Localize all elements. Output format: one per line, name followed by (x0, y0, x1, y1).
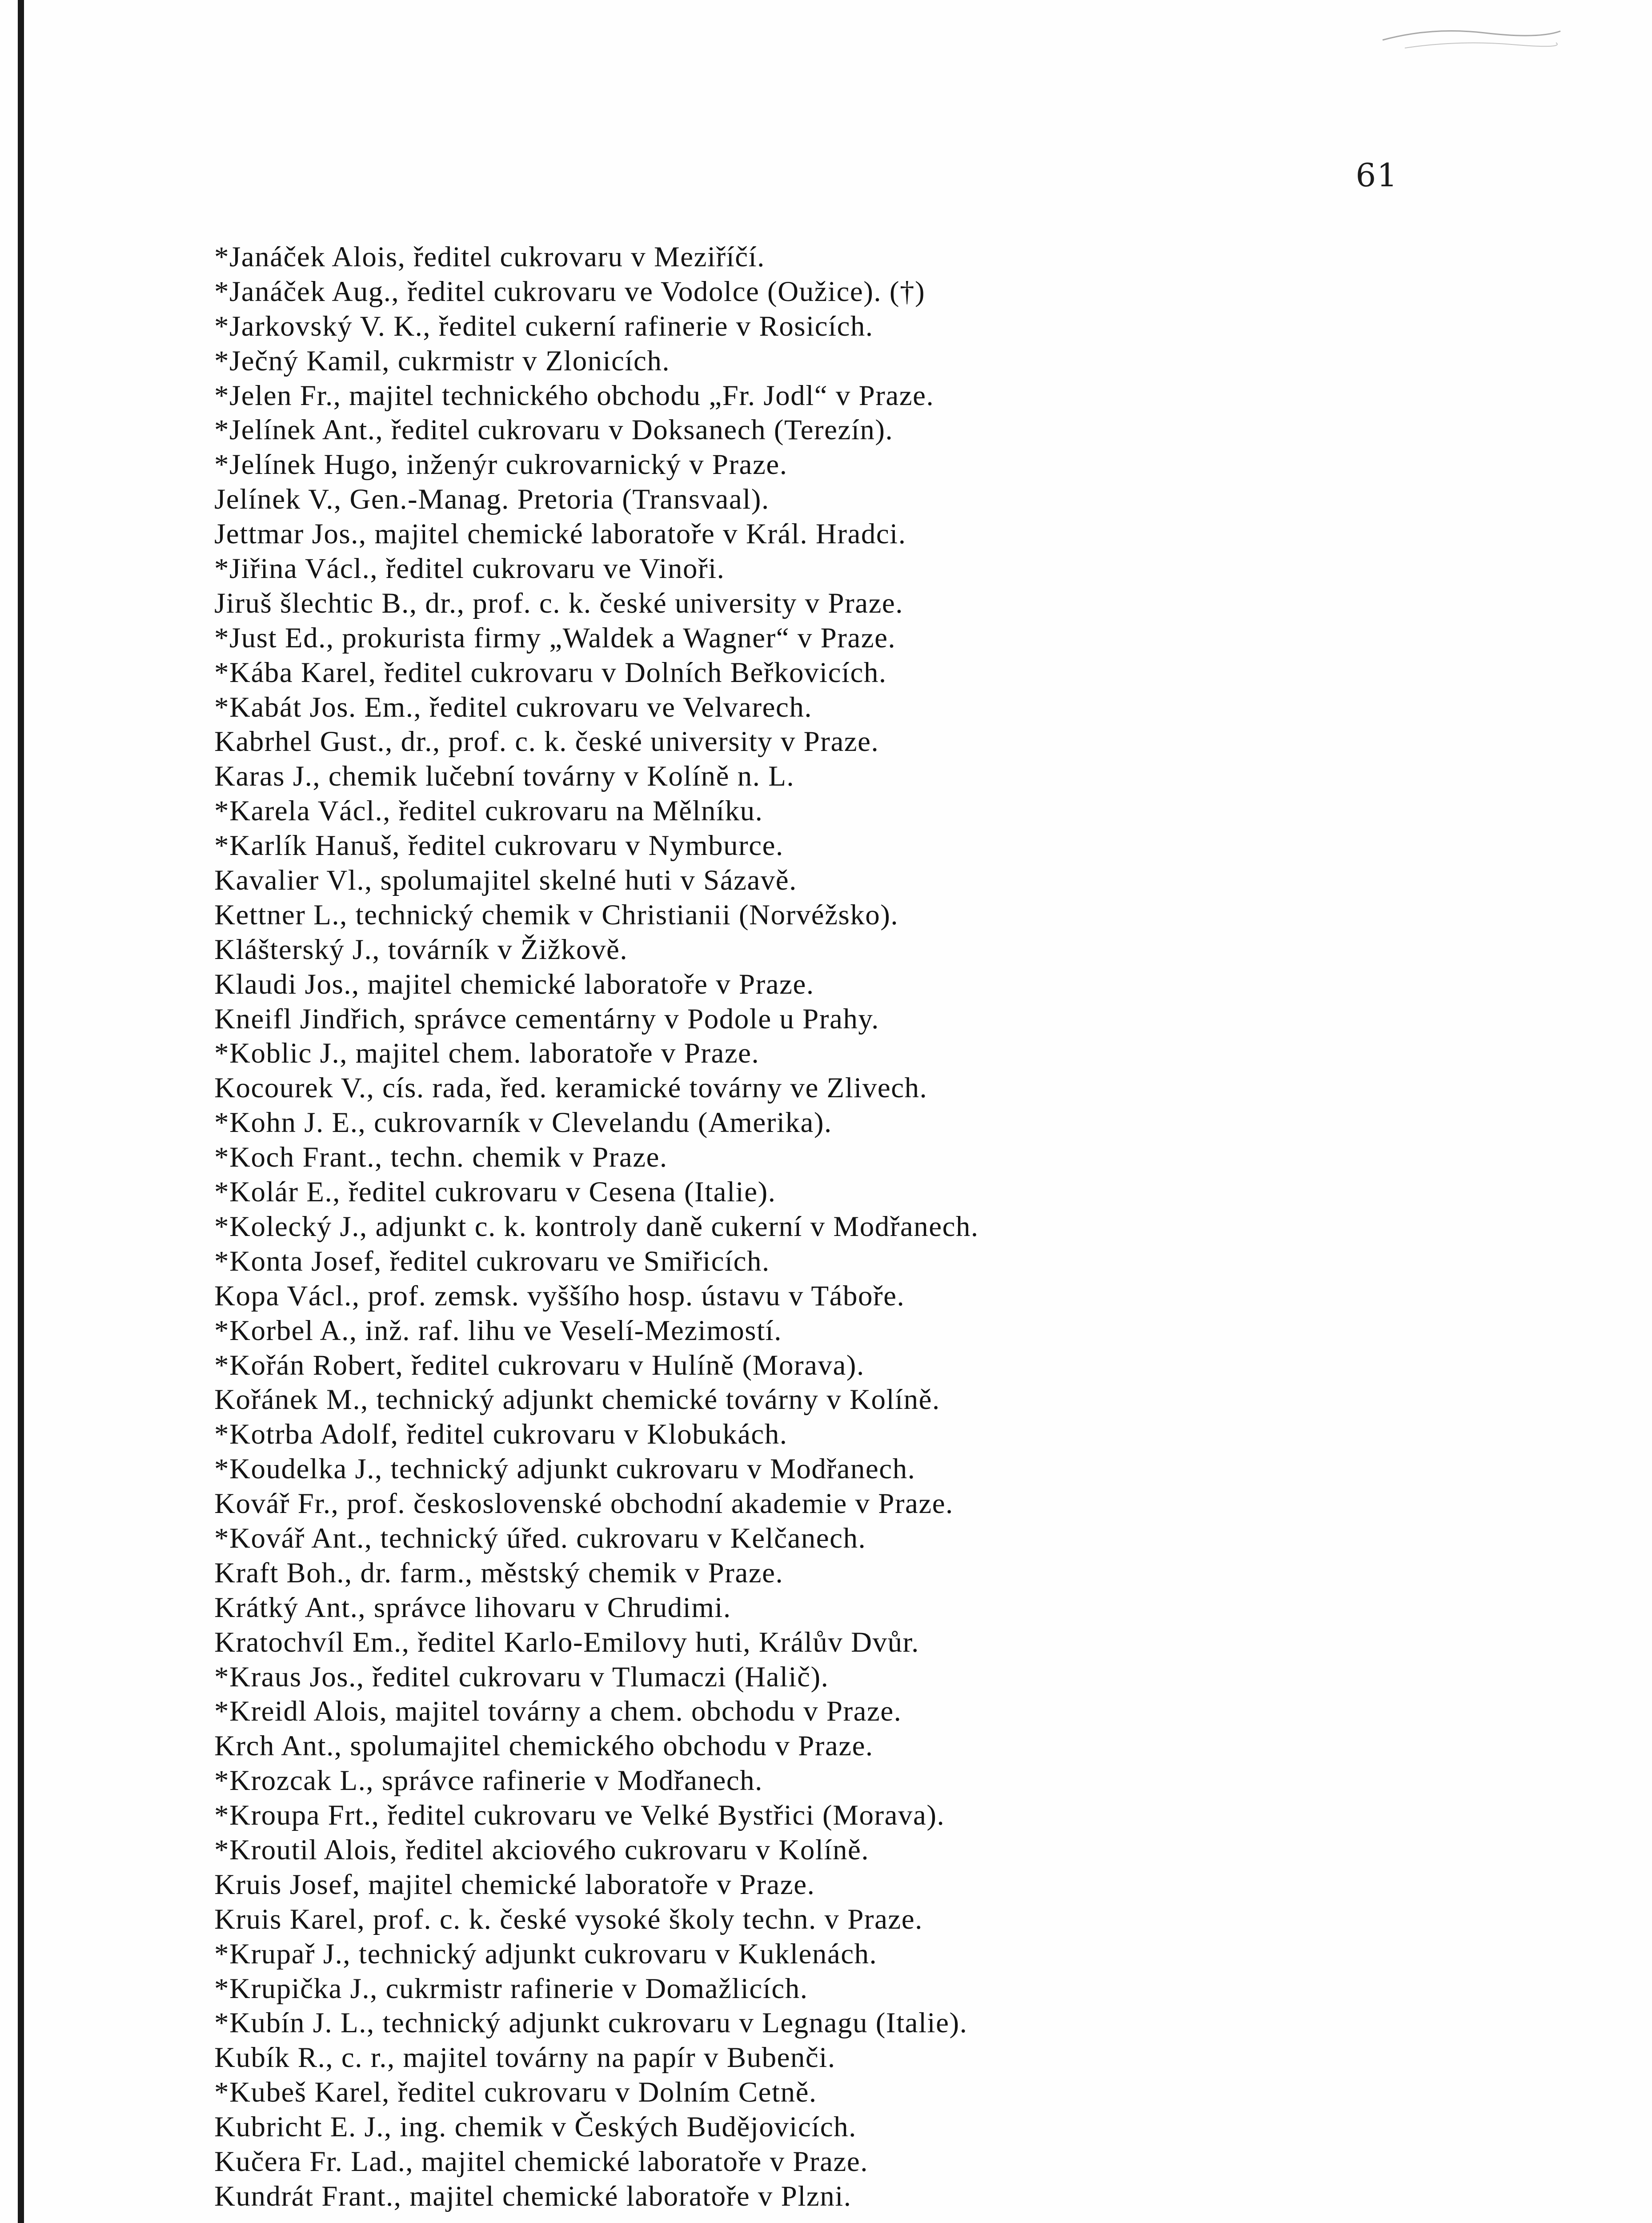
list-item: Kruis Karel, prof. c. k. české vysoké školy techn. v Praze. (214, 1903, 923, 1935)
list-item: *Kroutil Alois, ředitel akciového cukrovaru v Kolíně. (214, 1834, 870, 1866)
list-item: *Krupička J., cukrmistr rafinerie v Domažlicích. (214, 1972, 808, 2005)
list-item: Jelínek V., Gen.-Manag. Pretoria (Transvaal). (214, 483, 770, 516)
list-item: *Krozcak L., správce rafinerie v Modřanech. (214, 1765, 763, 1797)
scan-artifact-mark (1378, 13, 1565, 53)
list-item: Karas J., chemik lučební továrny v Kolíně n. L. (214, 760, 795, 793)
list-item: *Karlík Hanuš, ředitel cukrovaru v Nymburce. (214, 830, 784, 862)
list-item: Kraft Boh., dr. farm., městský chemik v Praze. (214, 1557, 784, 1589)
list-item: *Krupař J., technický adjunkt cukrovaru v Kuklenách. (214, 1938, 878, 1970)
list-item: Jiruš šlechtic B., dr., prof. c. k. české university v Praze. (214, 587, 904, 619)
list-item: Kundrát Frant., majitel chemické laboratoře v Plzni. (214, 2180, 852, 2212)
list-item: *Janáček Aug., ředitel cukrovaru ve Vodolce (Oužice). (†) (214, 275, 926, 308)
list-item: *Koblic J., majitel chem. laboratoře v Praze. (214, 1037, 760, 1070)
list-item: *Ječný Kamil, cukrmistr v Zlonicích. (214, 345, 670, 377)
list-item: Kruis Josef, majitel chemické laboratoře v Praze. (214, 1868, 815, 1901)
list-item: Kavalier Vl., spolumajitel skelné huti v Sázavě. (214, 864, 797, 897)
list-item: *Koudelka J., technický adjunkt cukrovaru v Modřanech. (214, 1453, 916, 1485)
list-item: *Karela Václ., ředitel cukrovaru na Mělníku. (214, 795, 763, 827)
list-item: Kořánek M., technický adjunkt chemické továrny v Kolíně. (214, 1384, 940, 1416)
list-item: *Kolecký J., adjunkt c. k. kontroly daně cukerní v Modřanech. (214, 1210, 979, 1243)
list-item: *Kabát Jos. Em., ředitel cukrovaru ve Velvarech. (214, 691, 813, 723)
member-list (214, 240, 1619, 2214)
list-item: Kubík R., c. r., majitel továrny na papír v Bubenči. (214, 2042, 836, 2074)
list-item: *Janáček Alois, ředitel cukrovaru v Meziříčí. (214, 241, 765, 273)
list-item: *Korbel A., inž. raf. lihu ve Veselí-Mezimostí. (214, 1314, 782, 1347)
list-item: *Kreidl Alois, majitel továrny a chem. obchodu v Praze. (214, 1695, 902, 1728)
list-item: *Kotrba Adolf, ředitel cukrovaru v Klobukách. (214, 1418, 788, 1451)
list-item: Klášterský J., továrník v Žižkově. (214, 933, 628, 966)
list-item: Klaudi Jos., majitel chemické laboratoře v Praze. (214, 968, 814, 1000)
list-item: *Jiřina Václ., ředitel cukrovaru ve Vinoři. (214, 553, 725, 585)
list-item: Kopa Václ., prof. zemsk. vyššího hosp. ústavu v Táboře. (214, 1280, 905, 1312)
list-item: *Konta Josef, ředitel cukrovaru ve Smiřicích. (214, 1245, 770, 1277)
list-item: Krátký Ant., správce lihovaru v Chrudimi. (214, 1591, 731, 1624)
list-item: Kovář Fr., prof. československé obchodní akademie v Praze. (214, 1488, 954, 1520)
list-item: *Kohn J. E., cukrovarník v Clevelandu (Amerika). (214, 1107, 832, 1139)
list-item: Krch Ant., spolumajitel chemického obchodu v Praze. (214, 1730, 874, 1762)
list-item: *Jelínek Hugo, inženýr cukrovarnický v Praze. (214, 449, 788, 481)
list-item: *Just Ed., prokurista firmy „Waldek a Wagner“ v Praze. (214, 622, 896, 654)
list-item: Kučera Fr. Lad., majitel chemické laboratoře v Praze. (214, 2145, 868, 2178)
list-item: Kratochvíl Em., ředitel Karlo-Emilovy huti, Králův Dvůr. (214, 1626, 919, 1658)
list-item: Jettmar Jos., majitel chemické laboratoře v Král. Hradci. (214, 518, 906, 550)
page-number: 61 (1355, 156, 1398, 194)
list-item: *Kolár E., ředitel cukrovaru v Cesena (Italie). (214, 1176, 776, 1208)
list-item: Kocourek V., cís. rada, řed. keramické továrny ve Zlivech. (214, 1072, 928, 1104)
list-item: *Kubín J. L., technický adjunkt cukrovaru v Legnagu (Italie). (214, 2007, 968, 2039)
list-item: *Koch Frant., techn. chemik v Praze. (214, 1141, 668, 1174)
list-item: Kneifl Jindřich, správce cementárny v Podole u Prahy. (214, 1003, 879, 1035)
list-item: *Jelínek Ant., ředitel cukrovaru v Doksanech (Terezín). (214, 414, 894, 446)
list-item: *Jarkovský V. K., ředitel cukerní rafinerie v Rosicích. (214, 310, 874, 342)
list-item: *Kořán Robert, ředitel cukrovaru v Hulíně (Morava). (214, 1349, 865, 1381)
scan-edge-shadow (18, 0, 24, 2223)
list-item: Kubricht E. J., ing. chemik v Českých Budějovicích. (214, 2111, 857, 2143)
list-item: Kettner L., technický chemik v Christianii (Norvéžsko). (214, 899, 899, 931)
list-item: *Kovář Ant., technický úřed. cukrovaru v Kelčanech. (214, 1522, 866, 1554)
list-item: *Kroupa Frt., ředitel cukrovaru ve Velké Bystřici (Morava). (214, 1799, 945, 1832)
list-item: *Jelen Fr., majitel technického obchodu „Fr. Jodl“ v Praze. (214, 379, 934, 412)
list-item: *Kubeš Karel, ředitel cukrovaru v Dolním Cetně. (214, 2076, 817, 2109)
list-item: Kabrhel Gust., dr., prof. c. k. české university v Praze. (214, 726, 879, 758)
list-item: *Kába Karel, ředitel cukrovaru v Dolních Beřkovicích. (214, 656, 887, 689)
list-item: *Kraus Jos., ředitel cukrovaru v Tlumaczi (Halič). (214, 1661, 829, 1693)
